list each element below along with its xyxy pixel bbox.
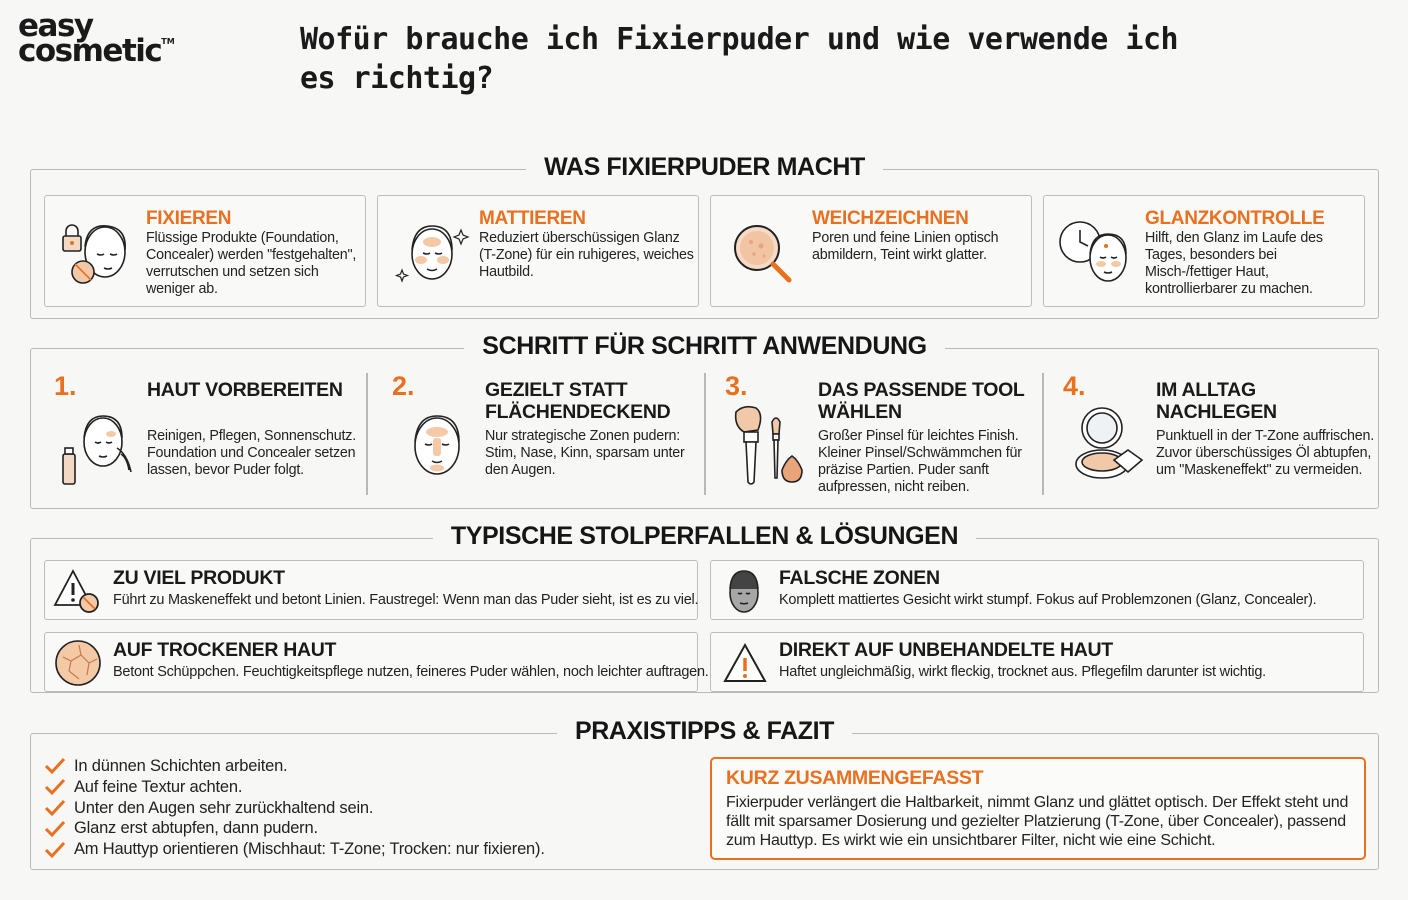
step-number: 4. [1063, 371, 1086, 401]
step-divider [366, 373, 368, 495]
section-tips-title: PRAXISTIPPS & FAZIT [31, 717, 1378, 746]
card-text: Flüssige Produkte (Foundation, Concealer) werden "festgehalten", verrutschen und setzen sich weniger ab. [146, 230, 357, 297]
step-title: GEZIELT STATT FLÄCHENDECKEND [485, 379, 671, 423]
checkmark-icon [44, 757, 66, 775]
section-effects [30, 153, 1379, 319]
logo-line-1: easy [18, 8, 93, 44]
summary-text: Fixierpuder verlängert die Haltbarkeit, nimmt Glanz und glättet optisch. Der Effekt steht und fällt mit sparsamer Dosierung und gezielter Platzierung (T-Zone, über Concealer), passend zum Hauttyp. Es wirkt wie ein unsichtbarer Filter, nicht wie eine Schicht. [726, 794, 1349, 849]
brand-logo[interactable] [18, 8, 175, 70]
section-effects-title: WAS FIXIERPUDER MACHT [31, 153, 1378, 182]
pitfall-text: Betont Schüppchen. Feuchtigkeitspflege nutzen, feineres Puder wählen, noch leichter auftragen. [113, 664, 709, 680]
magnifier-icon [723, 212, 803, 292]
dry-skin-icon [53, 639, 103, 687]
step-1 [31, 349, 365, 509]
section-tips [30, 717, 1379, 870]
pitfall-untreated-skin [710, 632, 1364, 692]
pitfall-title: DIREKT AUF UNBEHANDELTE HAUT [779, 639, 1113, 661]
step-4 [1040, 349, 1378, 509]
card-mattieren [377, 195, 699, 307]
clock-face-icon [1056, 212, 1136, 292]
logo-line-2: cosmetic™ [18, 33, 175, 70]
brush-sponge-icon [730, 404, 810, 489]
step-title: IM ALLTAG NACHLEGEN [1156, 379, 1277, 423]
face-zones-icon [397, 404, 477, 489]
pitfall-title: AUF TROCKENER HAUT [113, 639, 337, 661]
checkmark-icon [44, 841, 66, 859]
pitfall-dry-skin [44, 632, 709, 692]
matte-face-icon [719, 567, 769, 615]
section-pitfalls [30, 522, 1379, 693]
card-text: Reduziert überschüssigen Glanz (T-Zone) für ein ruhigeres, weiches Hautbild. [479, 230, 694, 280]
face-sparkle-icon [390, 212, 470, 292]
checkmark-icon [44, 778, 66, 796]
summary-title: KURZ ZUSAMMENGEFASST [726, 767, 984, 789]
card-title: FIXIEREN [146, 208, 232, 229]
card-title: WEICHZEICHNEN [812, 208, 969, 229]
tips-list [44, 756, 545, 860]
pitfall-too-much-product [44, 560, 698, 620]
step-number: 3. [725, 371, 748, 401]
pitfall-text: Komplett mattiertes Gesicht wirkt stumpf. Fokus auf Problemzonen (Glanz, Concealer). [779, 592, 1317, 608]
step-text: Nur strategische Zonen pudern: Stim, Nase, Kinn, sparsam unter den Augen. [485, 428, 685, 478]
list-item: In dünnen Schichten arbeiten. [44, 756, 545, 777]
card-fixieren [44, 195, 366, 307]
compact-powder-icon [1068, 404, 1148, 489]
face-skincare-icon [59, 404, 139, 489]
step-title: DAS PASSENDE TOOL WÄHLEN [818, 379, 1025, 423]
pitfall-wrong-zones [710, 560, 1364, 620]
section-steps-title: SCHRITT FÜR SCHRITT ANWENDUNG [31, 332, 1378, 361]
trademark: TM [161, 37, 175, 47]
lock-face-icon [57, 212, 137, 292]
card-title: MATTIEREN [479, 208, 586, 229]
step-text: Großer Pinsel für leichtes Finish. Kleiner Pinsel/Schwämmchen für präzise Partien. Puder sanft aufpressen, nicht reiben. [818, 428, 1022, 495]
step-title: HAUT VORBEREITEN [147, 379, 343, 401]
list-item: Auf feine Textur achten. [44, 777, 545, 798]
step-number: 2. [392, 371, 415, 401]
step-number: 1. [54, 371, 77, 401]
section-pitfalls-title: TYPISCHE STOLPERFALLEN & LÖSUNGEN [31, 522, 1378, 551]
step-text: Reinigen, Pflegen, Sonnenschutz. Foundation und Concealer setzen lassen, bevor Puder folgt. [147, 428, 356, 478]
step-3 [702, 349, 1040, 509]
pitfall-text: Führt zu Maskeneffekt und betont Linien. Faustregel: Wenn man das Puder sieht, ist es zu viel. [113, 592, 699, 608]
card-glanzkontrolle [1043, 195, 1365, 307]
list-item: Am Hauttyp orientieren (Mischhaut: T-Zone; Trocken: nur fixieren). [44, 839, 545, 860]
step-2 [369, 349, 703, 509]
pitfall-text: Haftet ungleichmäßig, wirkt fleckig, trocknet aus. Pflegefilm darunter ist wichtig. [779, 664, 1266, 680]
page-title: Wofür brauche ich Fixierpuder und wie verwende ich es richtig? [300, 22, 1179, 96]
checkmark-icon [44, 799, 66, 817]
list-item: Glanz erst abtupfen, dann pudern. [44, 818, 545, 839]
card-title: GLANZKONTROLLE [1145, 208, 1325, 229]
pitfall-title: ZU VIEL PRODUKT [113, 567, 285, 589]
section-steps [30, 332, 1379, 509]
card-text: Hilft, den Glanz im Laufe des Tages, besonders bei Misch-/fettiger Haut, kontrollierbarer zu machen. [1145, 230, 1323, 297]
card-weichzeichnen [710, 195, 1032, 307]
summary-box [710, 757, 1366, 860]
step-text: Punktuell in der T-Zone auffrischen. Zuvor überschüssiges Öl abtupfen, um "Maskeneffekt" zu vermeiden. [1156, 428, 1374, 478]
pitfall-title: FALSCHE ZONEN [779, 567, 940, 589]
warning-brush-icon [53, 567, 103, 615]
checkmark-icon [44, 820, 66, 838]
warning-icon [719, 639, 769, 687]
list-item: Unter den Augen sehr zurückhaltend sein. [44, 798, 545, 819]
card-text: Poren und feine Linien optisch abmildern, Teint wirkt glatter. [812, 230, 999, 263]
